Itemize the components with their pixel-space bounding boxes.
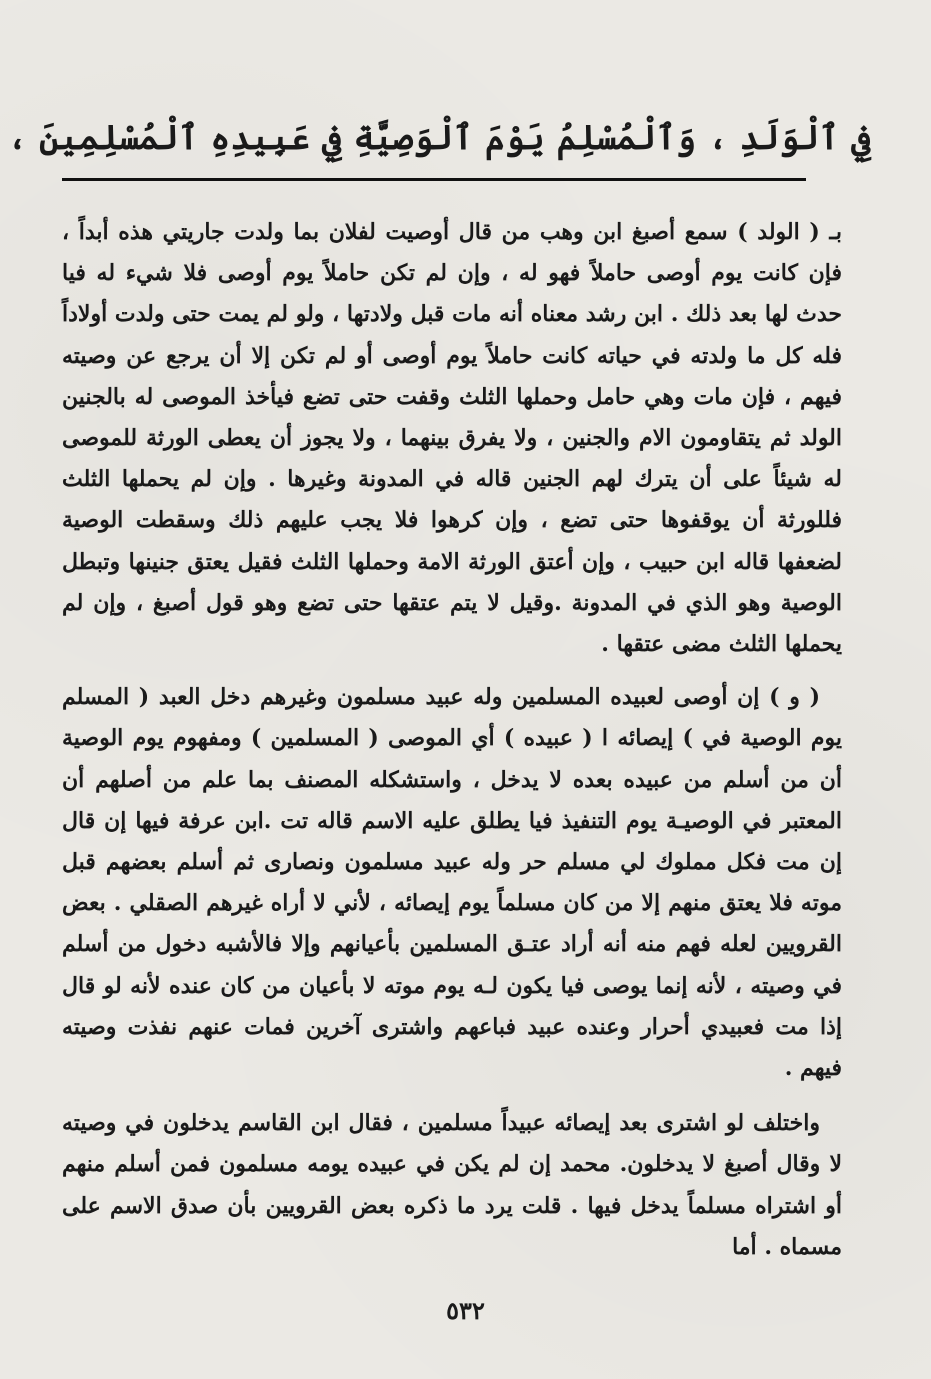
paragraph-2: ( و ) إن أوصى لعبيده المسلمين وله عبيد مسلمون وغيرهم دخل العبد ( المسلم يوم الوصية في ) إيصائه ا ( عبيده ) أي الموصى ( المسلمين ) ومفهوم يوم الوصية أن من أسلم من عبيده بعده لا يدخل ، واستشكله المصنف بما علم من أصلهم أن المعتبر في الوصيـة يوم التنفيذ فيا يطلق عليه الاسم قاله تت .ابن عرفة فيها إن قال إن مت فكل مملوك لي مسلم حر وله عبيد مسلمون ونصارى ثم أسلم بعضهم قبل موته فلا يعتق منهم إلا من كان مسلماً يوم إيصائه ، لأني لا أراه غيرهم الصقلي . بعض القرويين لعله فهم منه أنه أراد عتـق المسلمين بأعيانهم وإلا فالأشبه دخول من أسلم في وصيته ، لأنه إنما يوصى فيا يكون لـه يوم موته لا بأعيان من كان عنده لأنه لو قال إذا مت فعبيدي أحرار وعنده عبيد فباعهم واشترى آخرين فمات عنهم نفذت وصيته فيهم . — [62, 684, 842, 1082]
page-number: ٥٣٢ — [446, 1296, 485, 1325]
header-divider-rule — [62, 178, 806, 181]
page-header-title: فِي ٱلْوَلَدِ ، وَٱلْمُسْلِمُ يَوْمَ ٱلْوَصِيَّةِ فِي عَبِيدِهِ ٱلْمُسْلِمِينَ ، — [7, 118, 871, 158]
body-text — [62, 212, 842, 1268]
paragraph-3: واختلف لو اشترى بعد إيصائه عبيداً مسلمين ، فقال ابن القاسم يدخلون في وصيته لا وقال أصبغ لا يدخلون. محمد إن لم يكن في عبيده يومه مسلمون فمن أسلم منهم أو اشتراه مسلماً يدخل فيها . قلت يرد ما ذكره بعض القرويين بأن صدق الاسم على مسماه . أما — [62, 1110, 842, 1260]
paragraph-1: بـ ( الولد ) سمع أصبغ ابن وهب من قال أوصيت لفلان بما ولدت جاريتي هذه أبداً ، فإن كانت يوم أوصى حاملاً فهو له ، وإن لم تكن حاملاً يوم أوصى فلا شيء له فيا حدث لها بعد ذلك . ابن رشد معناه أنه مات قبل ولادتها ، ولو لم يمت حتى ولدت أولاداً فله كل ما ولدته في حياته كانت حاملاً يوم أوصى أو لم تكن إلا أن يرجع عن وصيته فيهم ، فإن مات وهي حامل وحملها الثلث وقفت حتى تضع فيأخذ الموصى له بالجنين الولد ثم يتقاومون الام والجنين ، ولا يفرق بينهما ، ولا يجوز أن يعطى الورثة للموصى له شيئاً على أن يترك لهم الجنين قاله في المدونة وغيرها . وإن لم يحملها الثلث فللورثة أن يوقفوها حتى تضع ، وإن كرهوا فلا يجب عليهم ذلك وسقطت الوصية لضعفها قاله ابن حبيب ، وإن أعتق الورثة الامة وحملها الثلث فقيل يعتق جنينها وتبطل الوصية وهو الذي في المدونة .وقيل لا يتم عتقها حتى تضع وهو قول أصبغ ، وإن لم يحملها الثلث مضى عتقها . — [62, 219, 843, 658]
